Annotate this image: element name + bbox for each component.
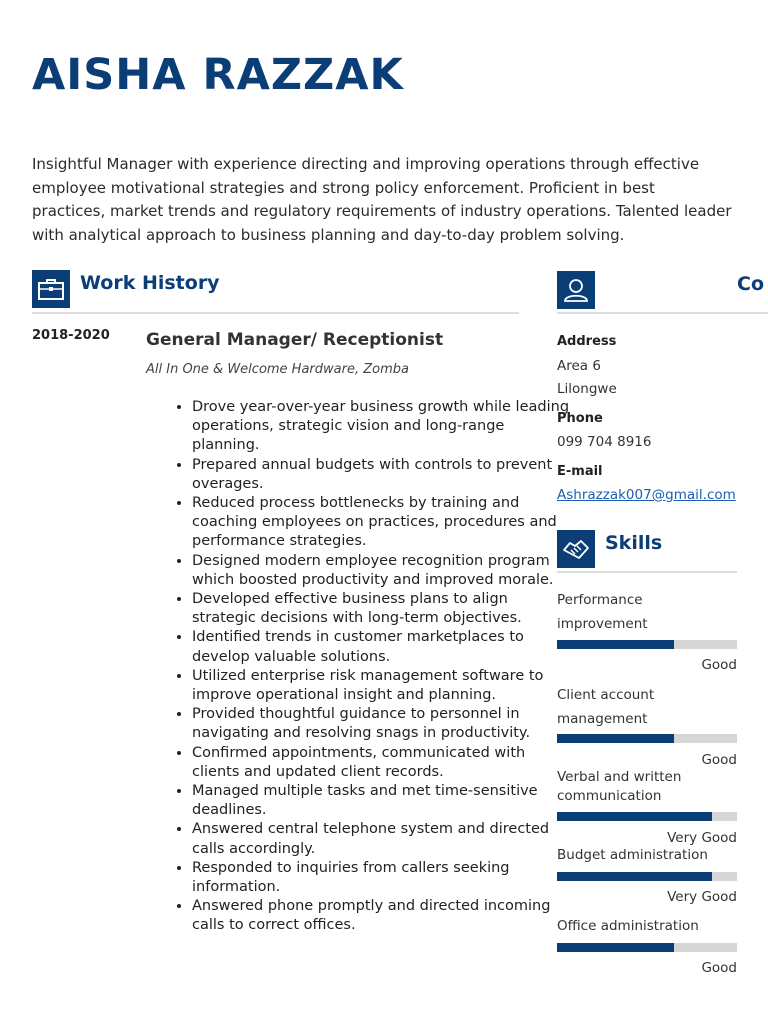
skill-level: Good — [701, 960, 737, 976]
email-label: E-mail — [557, 464, 603, 479]
skill-bar — [557, 943, 737, 952]
list-item: • Provided thoughtful guidance to personnel in navigating and resolving snags in productivity. — [192, 705, 572, 743]
list-item: • Answered phone promptly and directed incoming calls to correct offices. — [192, 897, 572, 935]
job-responsibilities-list — [146, 398, 572, 936]
list-item: • Managed multiple tasks and met time-sensitive deadlines. — [192, 782, 572, 820]
skill-bar — [557, 734, 737, 743]
list-item: • Reduced process bottlenecks by training and coaching employees on practices, procedures and performance strategies. — [192, 494, 572, 552]
skill-bar-fill — [557, 872, 712, 881]
skill-bar — [557, 872, 737, 881]
skill-bar — [557, 812, 737, 821]
list-item: • Identified trends in customer marketplaces to develop valuable solutions. — [192, 628, 572, 666]
skill-name: Performance improvement — [557, 592, 648, 632]
list-item: • Utilized enterprise risk management software to improve operational insight and planning. — [192, 667, 572, 705]
skill-level: Very Good — [667, 830, 737, 846]
list-item: • Confirmed appointments, communicated with clients and updated client records. — [192, 744, 572, 782]
list-item: • Developed effective business plans to align strategic decisions with long-term objectives. — [192, 590, 572, 628]
skill-bar-fill — [557, 640, 674, 649]
job-company: All In One & Welcome Hardware, Zomba — [146, 362, 409, 377]
list-item: • Prepared annual budgets with controls to prevent overages. — [192, 456, 572, 494]
professional-summary: Insightful Manager with experience directing and improving operations through effective employee motivational strategies and strong policy enforcement. Proficient in best practices, market trends and regulatory requirements of industry operations. Talented leader with analytical approach to business planning and day-to-day problem solving. — [32, 155, 732, 245]
address-line-1: Area 6 — [557, 358, 601, 374]
skill-level: Good — [701, 752, 737, 768]
skill-name: Budget administration — [557, 847, 708, 863]
skill-name: Office administration — [557, 918, 699, 934]
skill-bar — [557, 640, 737, 649]
person-icon — [557, 271, 595, 309]
address-line-2: Lilongwe — [557, 381, 617, 397]
handshake-icon — [557, 530, 595, 568]
address-label: Address — [557, 334, 617, 349]
list-item: • Responded to inquiries from callers seeking information. — [192, 859, 572, 897]
skill-level: Very Good — [667, 889, 737, 905]
skills-divider — [557, 571, 737, 573]
skill-bar-fill — [557, 943, 674, 952]
briefcase-icon — [32, 270, 70, 308]
phone-label: Phone — [557, 411, 603, 426]
skill-name: Verbal and written communication — [557, 769, 682, 804]
skill-bar-fill — [557, 734, 674, 743]
phone-value: 099 704 8916 — [557, 434, 652, 450]
skill-level: Good — [701, 657, 737, 673]
candidate-name: AISHA RAZZAK — [32, 50, 404, 100]
contact-heading: Co — [737, 273, 764, 295]
job-dates: 2018-2020 — [32, 328, 110, 343]
list-item: • Designed modern employee recognition program which boosted productivity and improved morale. — [192, 552, 572, 590]
skill-name: Client account management — [557, 687, 655, 727]
work-history-heading: Work History — [80, 272, 220, 294]
skill-bar-fill — [557, 812, 712, 821]
contact-divider — [557, 312, 768, 314]
list-item: • Drove year-over-year business growth while leading operations, strategic vision and long-range planning. — [192, 398, 572, 456]
job-title: General Manager/ Receptionist — [146, 330, 444, 350]
email-link[interactable]: Ashrazzak007@gmail.com — [557, 487, 736, 503]
skills-heading: Skills — [605, 532, 663, 554]
work-history-divider — [32, 312, 519, 314]
list-item: • Answered central telephone system and directed calls accordingly. — [192, 820, 572, 858]
